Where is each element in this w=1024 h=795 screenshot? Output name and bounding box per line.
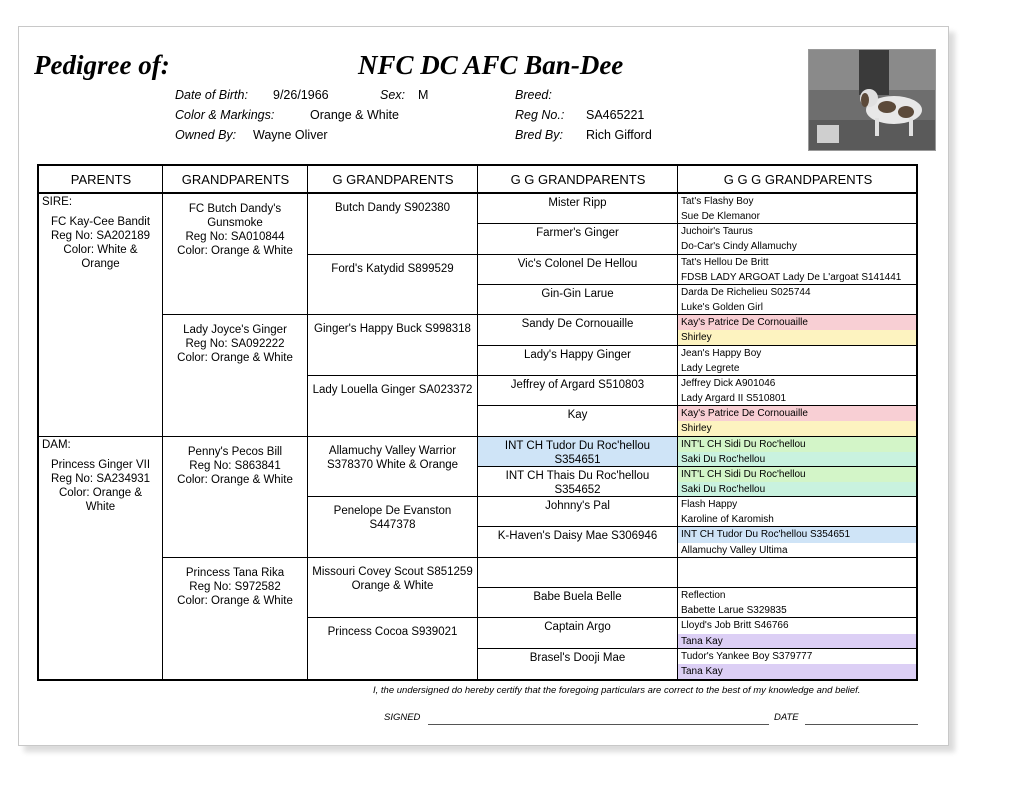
gg-grandparent-cell: Captain Argo: [478, 618, 677, 648]
ggg-grandparent-cell: Tana Kay: [678, 634, 916, 649]
g-grandparent-cell: Princess Cocoa S939021: [327, 626, 458, 639]
col-header-g-grandparents: G GRANDPARENTS: [308, 166, 478, 194]
dog-photo: [808, 49, 936, 151]
ggg-grandparent-cell: Shirley: [678, 330, 916, 345]
ggg-grandparent-cell: Karoline of Karomish: [678, 512, 916, 527]
gg-grandparent-cell: Gin-Gin Larue: [478, 285, 677, 315]
ggg-grandparent-cell: FDSB LADY ARGOAT Lady De L'argoat S141441: [678, 270, 916, 285]
col-header-ggg-grandparents: G G G GRANDPARENTS: [678, 166, 918, 194]
sex-label: Sex:: [380, 88, 406, 102]
color-label: Color & Markings:: [175, 108, 275, 122]
ggg-grandparent-cell: Saki Du Roc'hellou: [678, 452, 916, 467]
pedigree-table: [37, 164, 918, 681]
ggg-grandparent-cell: Shirley: [678, 421, 916, 436]
reg-value: SA465221: [586, 108, 645, 122]
ggg-grandparent-cell: Tana Kay: [678, 664, 916, 679]
dob-label: Date of Birth:: [175, 88, 248, 102]
g-grandparent-cell: Penelope De Evanston S447378: [308, 497, 477, 558]
ggg-grandparent-cell: Sue De Klemanor: [678, 209, 916, 224]
owner-value: Wayne Oliver: [253, 128, 328, 142]
ggg-grandparent-cell: Luke's Golden Girl: [678, 300, 916, 315]
col-header-grandparents: GRANDPARENTS: [163, 166, 308, 194]
ggg-grandparent-cell: Allamuchy Valley Ultima: [678, 543, 916, 558]
ggg-grandparent-cell: Lady Legrete: [678, 361, 916, 376]
sex-value: M: [418, 88, 429, 102]
color-value: Orange & White: [310, 108, 399, 122]
owner-label: Owned By:: [175, 128, 237, 142]
gg-grandparent-cell: Lady's Happy Ginger: [478, 346, 677, 376]
g-grandparent-cell: Allamuchy Valley Warrior S378370 White & Orange: [308, 437, 477, 498]
ggg-grandparent-cell: INT CH Tudor Du Roc'hellou S354651: [678, 527, 916, 542]
grandparent-cell: Lady Joyce's Ginger Reg No: SA092222 Color: Orange & White: [163, 315, 307, 436]
gg-grandparent-cell: Babe Buela Belle: [478, 588, 677, 618]
ggg-grandparent-cell: Tudor's Yankee Boy S379777: [681, 650, 813, 662]
dam-cell: [39, 437, 162, 680]
ggg-grandparent-cell: Babette Larue S329835: [678, 603, 916, 618]
col-header-parents: PARENTS: [39, 166, 163, 194]
ggg-grandparent-cell: Jean's Happy Boy: [681, 347, 762, 359]
gg-grandparent-cell: Farmer's Ginger: [478, 224, 677, 254]
gg-grandparent-cell: Kay: [478, 406, 677, 436]
ggg-grandparent-cell: Flash Happy: [681, 499, 738, 511]
certification-text: I, the undersigned do hereby certify that the foregoing particulars are correct to the best of my knowledge and belief.: [373, 685, 861, 696]
ggg-grandparent-cell: Juchoir's Taurus: [681, 226, 753, 238]
parent-role-label: SIRE:: [42, 196, 73, 208]
ggg-grandparent-cell: Lady Argard II S510801: [678, 391, 916, 406]
ggg-grandparent-cell: Reflection: [681, 590, 726, 602]
breed-label: Breed:: [515, 88, 552, 102]
gg-grandparent-cell: Johnny's Pal: [478, 497, 677, 527]
gg-grandparent-cell: INT CH Thais Du Roc'hellou S354652: [478, 467, 677, 497]
ggg-grandparent-cell: [678, 573, 916, 588]
gg-grandparent-cell: INT CH Tudor Du Roc'hellou S354651: [478, 437, 677, 467]
breeder-label: Bred By:: [515, 128, 563, 142]
gg-grandparent-cell: Sandy De Cornouaille: [478, 315, 677, 345]
parent-role-label: DAM:: [42, 438, 71, 451]
reg-label: Reg No.:: [515, 108, 565, 122]
signature-line[interactable]: [428, 724, 769, 725]
gg-grandparent-cell: Jeffrey of Argard S510803: [478, 376, 677, 406]
gg-grandparent-cell: K-Haven's Daisy Mae S306946: [478, 527, 677, 557]
signed-label: SIGNED: [384, 712, 421, 723]
ggg-grandparent-cell: INT'L CH Sidi Du Roc'hellou: [678, 467, 916, 482]
ggg-grandparent-cell: Kay's Patrice De Cornouaille: [678, 406, 916, 421]
ggg-grandparent-cell: Tat's Flashy Boy: [681, 196, 754, 207]
ggg-grandparent-cell: Saki Du Roc'hellou: [678, 482, 916, 497]
gg-grandparent-cell: Brasel's Dooji Mae: [529, 651, 626, 664]
g-grandparent-cell: Missouri Covey Scout S851259 Orange & White: [308, 558, 477, 619]
gg-grandparent-cell: Mister Ripp: [478, 194, 677, 224]
g-grandparent-cell: Lady Louella Ginger SA023372: [308, 376, 477, 437]
parent-details: Princess Ginger VII Reg No: SA234931 Color: Orange & White: [50, 458, 151, 513]
grandparent-cell: Penny's Pecos Bill Reg No: S863841 Color: Orange & White: [163, 437, 307, 558]
ggg-grandparent-cell: Darda De Richelieu S025744: [681, 286, 811, 298]
ggg-grandparent-cell: Lloyd's Job Britt S46766: [681, 620, 789, 632]
ggg-grandparent-cell: Kay's Patrice De Cornouaille: [678, 315, 916, 330]
date-label: DATE: [774, 712, 799, 723]
ggg-grandparent-cell: Jeffrey Dick A901046: [681, 377, 776, 389]
grandparent-cell: Princess Tana Rika Reg No: S972582 Color: Orange & White: [177, 566, 293, 607]
sire-cell: [39, 194, 162, 437]
col-header-gg-grandparents: G G GRANDPARENTS: [478, 166, 678, 194]
breeder-value: Rich Gifford: [586, 128, 652, 142]
ggg-grandparent-cell: Tat's Hellou De Britt: [681, 256, 769, 268]
ggg-grandparent-cell: [678, 558, 916, 573]
title-label: Pedigree of:: [34, 50, 170, 80]
ggg-grandparent-cell: Do-Car's Cindy Allamuchy: [678, 239, 916, 254]
ggg-grandparent-cell: INT'L CH Sidi Du Roc'hellou: [678, 437, 916, 452]
gg-grandparent-cell: Vic's Colonel De Hellou: [478, 255, 677, 285]
parent-details: FC Kay-Cee Bandit Reg No: SA202189 Color: White & Orange: [50, 216, 151, 270]
dog-name-title: NFC DC AFC Ban-Dee: [358, 50, 624, 80]
g-grandparent-cell: Ford's Katydid S899529: [308, 255, 477, 316]
dob-value: 9/26/1966: [273, 88, 329, 102]
g-grandparent-cell: Ginger's Happy Buck S998318: [308, 315, 477, 376]
grandparent-cell: FC Butch Dandy's Gunsmoke Reg No: SA010844 Color: Orange & White: [163, 194, 307, 315]
gg-grandparent-cell: [478, 558, 677, 588]
g-grandparent-cell: Butch Dandy S902380: [308, 194, 477, 255]
date-line[interactable]: [805, 724, 918, 725]
